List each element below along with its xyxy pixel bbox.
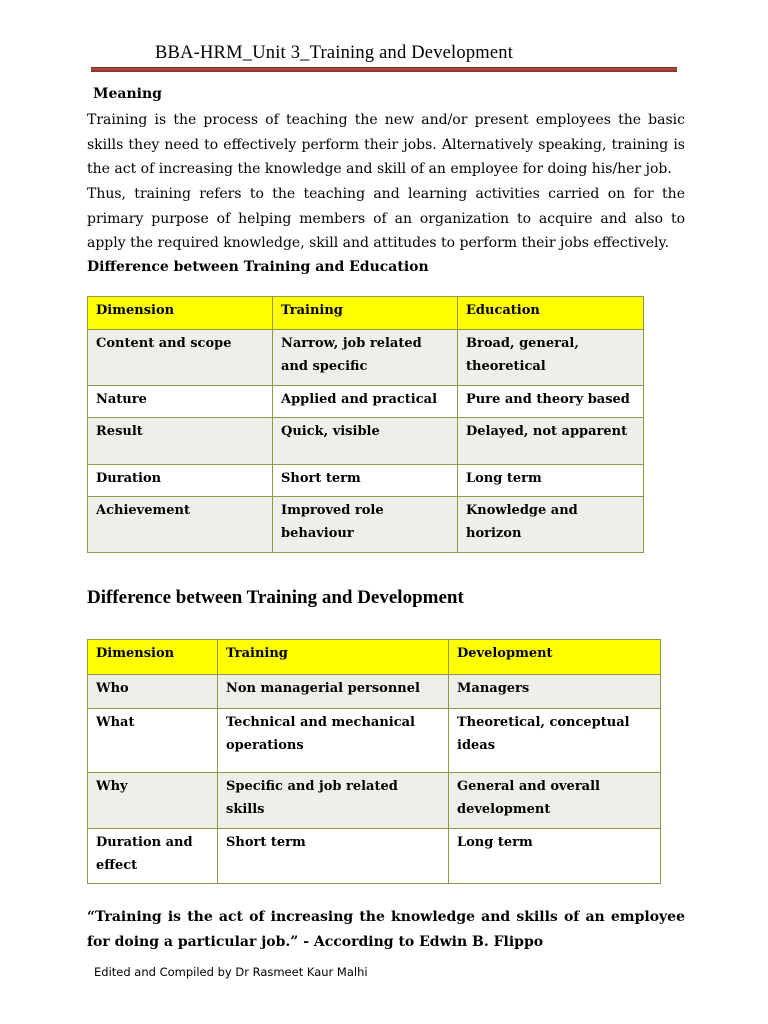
column-header: Training — [218, 640, 449, 675]
table-cell: Applied and practical — [273, 386, 458, 418]
table-row — [88, 386, 644, 418]
column-header: Dimension — [88, 297, 273, 330]
flippo-quote: “Training is the act of increasing the knowledge and skills of an employee for doing a particular job.” - According to Edwin B. Flippo — [87, 909, 685, 950]
training-vs-development-heading: Difference between Training and Development — [87, 587, 464, 608]
training-vs-development-table — [87, 639, 661, 884]
table-cell: Long term — [449, 829, 661, 884]
table-cell: Broad, general, theoretical — [458, 330, 644, 386]
table-row — [88, 330, 644, 386]
table-header-row — [88, 297, 644, 330]
table-cell: Theoretical, conceptual ideas — [449, 709, 661, 773]
table-cell: General and overall development — [449, 773, 661, 829]
table-row — [88, 773, 661, 829]
document-title: BBA-HRM_Unit 3_Training and Development — [155, 43, 514, 63]
table-cell: Managers — [449, 675, 661, 709]
table-row — [88, 709, 661, 773]
table-row — [88, 418, 644, 465]
table-row — [88, 497, 644, 553]
column-header: Education — [458, 297, 644, 330]
column-header: Dimension — [88, 640, 218, 675]
meaning-paragraph-1: Training is the process of teaching the new and/or present employees the basic skills they need to effectively perform their jobs. Alternatively speaking, training is the act of increasing the knowledge and skill of an employee for doing his/her job. — [87, 112, 685, 178]
table-header-row — [88, 640, 661, 675]
column-header: Development — [449, 640, 661, 675]
table-cell: Short term — [273, 465, 458, 497]
table-cell: Technical and mechanical operations — [218, 709, 449, 773]
table-cell: Achievement — [88, 497, 273, 553]
table-cell: Narrow, job related and specific — [273, 330, 458, 386]
header-divider — [91, 67, 677, 72]
table-cell: Short term — [218, 829, 449, 884]
table-cell: Who — [88, 675, 218, 709]
meaning-heading: Meaning — [93, 86, 162, 102]
page-footer: Edited and Compiled by Dr Rasmeet Kaur Malhi — [94, 965, 368, 979]
table-cell: Long term — [458, 465, 644, 497]
table-cell: Knowledge and horizon — [458, 497, 644, 553]
table-row — [88, 675, 661, 709]
table-cell: Nature — [88, 386, 273, 418]
training-vs-education-heading: Difference between Training and Education — [87, 259, 429, 275]
table-cell: Improved role behaviour — [273, 497, 458, 553]
meaning-paragraph-2: Thus, training refers to the teaching and learning activities carried on for the primary purpose of helping members of an organization to acquire and also to apply the required knowledge, skill and attitudes to perform their jobs effectively. — [87, 186, 685, 252]
table-cell: Non managerial personnel — [218, 675, 449, 709]
table-row — [88, 829, 661, 884]
training-vs-education-table — [87, 296, 644, 553]
table-cell: Duration and effect — [88, 829, 218, 884]
table-row — [88, 465, 644, 497]
table-cell: Result — [88, 418, 273, 465]
table-cell: Pure and theory based — [458, 386, 644, 418]
table-cell: Specific and job related skills — [218, 773, 449, 829]
table-cell: Content and scope — [88, 330, 273, 386]
table-cell: Why — [88, 773, 218, 829]
column-header: Training — [273, 297, 458, 330]
table-cell: Quick, visible — [273, 418, 458, 465]
table-cell: Duration — [88, 465, 273, 497]
table-cell: What — [88, 709, 218, 773]
table-cell: Delayed, not apparent — [458, 418, 644, 465]
